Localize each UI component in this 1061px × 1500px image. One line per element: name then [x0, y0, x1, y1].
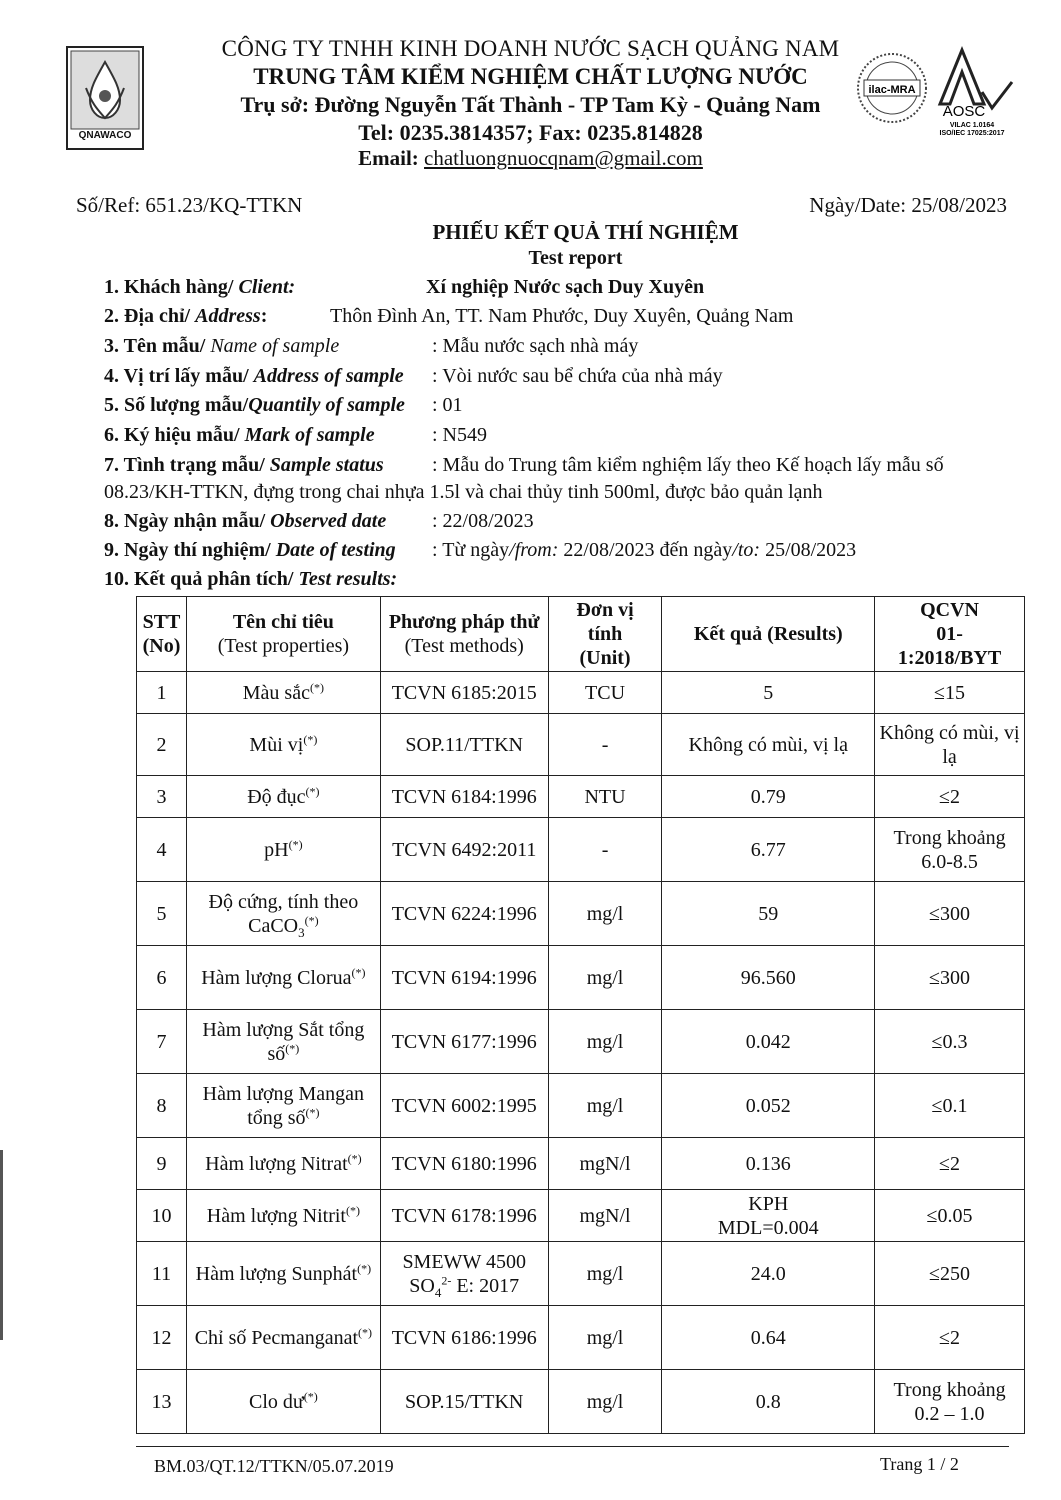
cell-no: 7: [137, 1010, 187, 1074]
accreditation-logos: [852, 42, 1022, 138]
cell-property: pH(*): [186, 818, 380, 882]
cell-method: TCVN 6178:1996: [380, 1190, 548, 1242]
cell-property: Hàm lượng Sắt tổng số(*): [186, 1010, 380, 1074]
sample-location-label: 4. Vị trí lấy mẫu/ Address of sample: [104, 365, 404, 387]
quantity-value: : 01: [432, 394, 463, 416]
head-office-address: Trụ sở: Đường Nguyễn Tất Thành - TP Tam Kỳ - Quảng Nam: [240, 92, 821, 117]
header-stt: STT (No): [137, 597, 187, 672]
table-row: [137, 1242, 1025, 1306]
status-value-1: : Mẫu do Trung tâm kiểm nghiệm lấy theo Kế hoạch lấy mẫu số: [432, 454, 944, 476]
cell-method: TCVN 6185:2015: [380, 672, 548, 714]
header-unit: Đơn vị tính (Unit): [548, 597, 662, 672]
table-row: [137, 946, 1025, 1010]
cell-limit: ≤300: [875, 882, 1025, 946]
cell-limit: ≤2: [875, 1138, 1025, 1190]
cell-result: 96.560: [662, 946, 875, 1010]
reference-number: Số/Ref: 651.23/KQ-TTKN: [76, 193, 303, 217]
cell-unit: mg/l: [548, 1306, 662, 1370]
email-line: [0, 146, 1061, 171]
cell-no: 6: [137, 946, 187, 1010]
page-number: Trang 1 / 2: [880, 1454, 959, 1474]
phone-fax: Tel: 0235.3814357; Fax: 0235.814828: [358, 120, 703, 145]
cell-result: 24.0: [662, 1242, 875, 1306]
client-value: Xí nghiệp Nước sạch Duy Xuyên: [426, 276, 705, 298]
client-label: 1. Khách hàng/ Client:: [104, 276, 296, 298]
cell-unit: mgN/l: [548, 1138, 662, 1190]
header-results: Kết quả (Results): [662, 597, 875, 672]
mark-line: [104, 424, 487, 447]
cell-unit: mg/l: [548, 1242, 662, 1306]
observed-line: [104, 510, 534, 533]
table-row: [137, 776, 1025, 818]
ilac-text: ilac-MRA: [868, 84, 916, 96]
table-row: [137, 1010, 1025, 1074]
testing-line: [104, 539, 857, 562]
cell-no: 12: [137, 1306, 187, 1370]
report-title: PHIẾU KẾT QUẢ THÍ NGHIỆM: [432, 220, 739, 244]
sample-name-label: 3. Tên mẫu/ Name of sample: [104, 335, 340, 357]
cell-unit: mg/l: [548, 882, 662, 946]
iso-text: ISO/IEC 17025:2017: [939, 130, 1005, 137]
status-line: [104, 454, 944, 477]
cell-no: 3: [137, 776, 187, 818]
cell-unit: -: [548, 818, 662, 882]
cell-property: Hàm lượng Sunphát(*): [186, 1242, 380, 1306]
status-value-2: 08.23/KH-TTKN, đựng trong chai nhựa 1.5l và chai thủy tinh 500ml, được bảo quản lạnh: [104, 481, 823, 503]
cell-property: Mùi vị(*): [186, 714, 380, 776]
cell-unit: TCU: [548, 672, 662, 714]
report-subtitle: Test report: [528, 247, 623, 269]
table-header-row: [137, 597, 1025, 672]
cell-limit: ≤2: [875, 1306, 1025, 1370]
sample-location-value: : Vòi nước sau bể chứa của nhà máy: [432, 365, 723, 387]
client-line: [104, 276, 705, 299]
cell-property: Clo dư(*): [186, 1370, 380, 1434]
cell-property: Hàm lượng Clorua(*): [186, 946, 380, 1010]
cell-method: SMEWW 4500 $SO_4^{2-}$ E: 2017: [380, 1242, 548, 1306]
cell-limit: ≤0.05: [875, 1190, 1025, 1242]
cell-no: 10: [137, 1190, 187, 1242]
cell-result: 59: [662, 882, 875, 946]
header-methods: Phương pháp thử (Test methods): [380, 597, 548, 672]
cell-result: 6.77: [662, 818, 875, 882]
cell-method: TCVN 6194:1996: [380, 946, 548, 1010]
cell-unit: NTU: [548, 776, 662, 818]
status-label: 7. Tình trạng mẫu/ Sample status: [104, 454, 384, 476]
cell-limit: ≤0.1: [875, 1074, 1025, 1138]
cell-limit: ≤250: [875, 1242, 1025, 1306]
cell-limit: Trong khoảng 0.2 – 1.0: [875, 1370, 1025, 1434]
email-label: Email:: [358, 146, 425, 170]
cell-unit: mg/l: [548, 1010, 662, 1074]
cell-limit: Không có mùi, vị lạ: [875, 714, 1025, 776]
cell-result: KPH MDL=0.004: [662, 1190, 875, 1242]
cell-no: 8: [137, 1074, 187, 1138]
center-name: TRUNG TÂM KIỂM NGHIỆM CHẤT LƯỢNG NƯỚC: [253, 64, 808, 89]
cell-result: 0.042: [662, 1010, 875, 1074]
cell-no: 5: [137, 882, 187, 946]
cell-no: 2: [137, 714, 187, 776]
cell-method: TCVN 6224:1996: [380, 882, 548, 946]
results-line: [104, 568, 397, 591]
testing-value: : Từ ngày/from: 22/08/2023 đến ngày/to: 25/08/2023: [432, 539, 857, 561]
cell-result: 0.79: [662, 776, 875, 818]
cell-no: 13: [137, 1370, 187, 1434]
cell-property: Màu sắc(*): [186, 672, 380, 714]
results-label: 10. Kết quả phân tích/ Test results:: [104, 568, 398, 590]
cell-method: SOP.15/TTKN: [380, 1370, 548, 1434]
sample-location-line: [104, 365, 723, 388]
cell-method: TCVN 6002:1995: [380, 1074, 548, 1138]
cell-method: TCVN 6186:1996: [380, 1306, 548, 1370]
address-value: Thôn Đình An, TT. Nam Phước, Duy Xuyên, Quảng Nam: [330, 305, 794, 327]
report-date: Ngày/Date: 25/08/2023: [809, 193, 1007, 217]
observed-value: : 22/08/2023: [432, 510, 534, 532]
aosc-text: AOSC: [942, 103, 986, 120]
header-qcvn: QCVN 01- 1:2018/BYT: [875, 597, 1025, 672]
cell-no: 11: [137, 1242, 187, 1306]
table-row: [137, 672, 1025, 714]
cell-property: Hàm lượng Mangan tổng số(*): [186, 1074, 380, 1138]
cell-limit: ≤0.3: [875, 1010, 1025, 1074]
table-row: [137, 1190, 1025, 1242]
cell-method: TCVN 6177:1996: [380, 1010, 548, 1074]
cell-unit: mg/l: [548, 1074, 662, 1138]
testing-label: 9. Ngày thí nghiệm/ Date of testing: [104, 539, 396, 561]
table-row: [137, 714, 1025, 776]
cell-result: Không có mùi, vị lạ: [662, 714, 875, 776]
table-row: [137, 1306, 1025, 1370]
cell-unit: mgN/l: [548, 1190, 662, 1242]
cell-property: Độ cứng, tính theo CaCO$_3$(*): [186, 882, 380, 946]
cell-method: TCVN 6180:1996: [380, 1138, 548, 1190]
cell-method: TCVN 6492:2011: [380, 818, 548, 882]
cell-no: 9: [137, 1138, 187, 1190]
cell-result: 5: [662, 672, 875, 714]
cell-method: TCVN 6184:1996: [380, 776, 548, 818]
observed-label: 8. Ngày nhận mẫu/ Observed date: [104, 510, 387, 532]
email-link[interactable]: chatluongnuocqnam@gmail.com: [424, 146, 703, 170]
cell-limit: Trong khoảng 6.0-8.5: [875, 818, 1025, 882]
results-table: [136, 596, 1025, 1434]
cell-unit: -: [548, 714, 662, 776]
cell-result: 0.052: [662, 1074, 875, 1138]
cell-result: 0.8: [662, 1370, 875, 1434]
header-properties: Tên chỉ tiêu (Test properties): [186, 597, 380, 672]
quantity-line: [104, 394, 463, 417]
cell-no: 1: [137, 672, 187, 714]
footer-divider: [136, 1446, 1009, 1447]
scan-margin-mark: [0, 1150, 3, 1340]
table-row: [137, 1370, 1025, 1434]
table-row: [137, 1138, 1025, 1190]
form-code: BM.03/QT.12/TTKN/05.07.2019: [154, 1456, 394, 1476]
address-label: 2. Địa chỉ/ Address:: [104, 305, 268, 327]
cell-method: SOP.11/TTKN: [380, 714, 548, 776]
cell-unit: mg/l: [548, 1370, 662, 1434]
mark-label: 6. Ký hiệu mẫu/ Mark of sample: [104, 424, 375, 446]
sample-name-value: : Mẫu nước sạch nhà máy: [432, 335, 639, 357]
cell-property: Độ đục(*): [186, 776, 380, 818]
cell-property: Hàm lượng Nitrat(*): [186, 1138, 380, 1190]
vilac-text: VILAC 1.0164: [949, 122, 995, 129]
cell-result: 0.64: [662, 1306, 875, 1370]
address-line: [104, 305, 794, 328]
cell-unit: mg/l: [548, 946, 662, 1010]
company-name: CÔNG TY TNHH KINH DOANH NƯỚC SẠCH QUẢNG NAM: [221, 36, 840, 61]
logo-text: QNAWACO: [78, 130, 132, 141]
mark-value: : N549: [432, 424, 487, 446]
ilac-aosc-logo-icon: [852, 42, 1022, 138]
sample-name-line: [104, 335, 639, 358]
cell-no: 4: [137, 818, 187, 882]
cell-limit: ≤15: [875, 672, 1025, 714]
table-row: [137, 882, 1025, 946]
table-row: [137, 1074, 1025, 1138]
cell-limit: ≤2: [875, 776, 1025, 818]
cell-result: 0.136: [662, 1138, 875, 1190]
quantity-label: 5. Số lượng mẫu/Quantily of sample: [104, 394, 405, 416]
table-row: [137, 818, 1025, 882]
cell-property: Chỉ số Pecmanganat(*): [186, 1306, 380, 1370]
cell-property: Hàm lượng Nitrit(*): [186, 1190, 380, 1242]
cell-limit: ≤300: [875, 946, 1025, 1010]
